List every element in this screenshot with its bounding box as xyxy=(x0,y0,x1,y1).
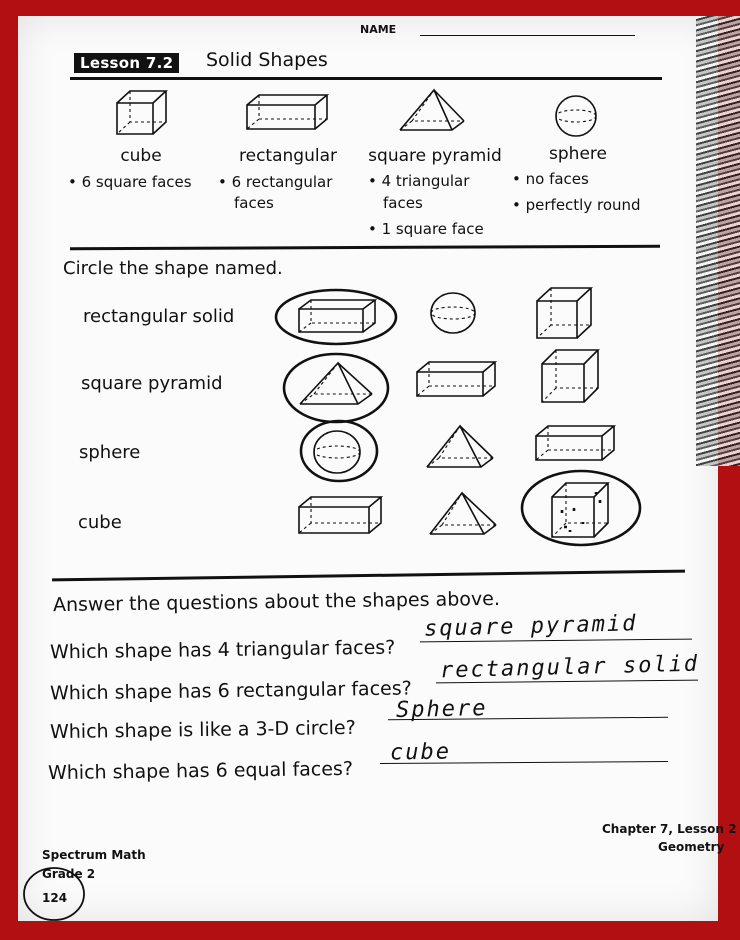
shape-name-cube: cube xyxy=(120,146,162,166)
rectangular-fact-cont: faces xyxy=(234,194,274,212)
row-label-cube: cube xyxy=(78,512,122,533)
pyramid-fact-1-cont: faces xyxy=(383,194,423,212)
topic-label: Geometry xyxy=(658,840,725,854)
shape-name-square-pyramid: square pyramid xyxy=(368,146,502,166)
sphere-fact-2: • perfectly round xyxy=(512,196,641,214)
rectangular-prism-option[interactable] xyxy=(534,424,616,462)
grade-label: Grade 2 xyxy=(42,867,96,881)
pyramid-fact-1: • 4 triangular xyxy=(368,172,470,190)
page-title: Solid Shapes xyxy=(206,49,328,71)
book-title: Spectrum Math xyxy=(42,848,146,862)
pyramid-icon xyxy=(398,88,468,133)
hand-drawn-circle xyxy=(280,350,392,428)
sphere-icon xyxy=(554,94,598,138)
cube-option[interactable] xyxy=(540,347,602,405)
circle-instruction: Circle the shape named. xyxy=(63,258,283,279)
pyramid-option[interactable] xyxy=(428,490,500,538)
hand-drawn-circle xyxy=(272,287,402,349)
pyramid-option[interactable] xyxy=(425,423,497,471)
shape-name-rectangular: rectangular xyxy=(239,146,337,166)
question-3-prompt: Which shape is like a 3-D circle? xyxy=(49,716,356,744)
cube-option[interactable] xyxy=(535,285,595,341)
background-texture xyxy=(696,16,740,466)
rectangular-prism-icon xyxy=(245,93,330,131)
answer-3[interactable]: Sphere xyxy=(395,696,488,723)
rectangular-prism-option[interactable] xyxy=(415,360,497,398)
header-rule xyxy=(70,77,662,80)
sphere-option[interactable] xyxy=(428,290,478,336)
question-1-prompt: Which shape has 4 triangular faces? xyxy=(49,636,396,664)
hand-drawn-circle xyxy=(518,468,646,550)
row-label-sphere: sphere xyxy=(79,442,141,463)
question-4-prompt: Which shape has 6 equal faces? xyxy=(47,757,354,785)
question-2-prompt: Which shape has 6 rectangular faces? xyxy=(49,677,412,705)
pyramid-fact-2: • 1 square face xyxy=(368,220,484,238)
hand-drawn-circle xyxy=(20,862,90,922)
lesson-badge: Lesson 7.2 xyxy=(74,53,179,73)
cube-fact: • 6 square faces xyxy=(68,173,192,191)
page-number: 124 xyxy=(42,891,68,905)
chapter-label: Chapter 7, Lesson 2 xyxy=(602,822,737,836)
answer-4[interactable]: cube xyxy=(389,739,452,766)
answer-1[interactable]: square pyramid xyxy=(423,611,638,642)
sphere-fact-1: • no faces xyxy=(512,170,589,188)
name-label: NAME xyxy=(360,23,397,36)
answer-2[interactable]: rectangular solid xyxy=(439,651,700,684)
questions-instruction: Answer the questions about the shapes above. xyxy=(52,587,501,617)
hand-drawn-circle xyxy=(298,418,382,484)
row-label-square-pyramid: square pyramid xyxy=(81,373,223,394)
name-line xyxy=(420,35,635,36)
rectangular-fact: • 6 rectangular xyxy=(218,173,333,191)
row-label-rectangular-solid: rectangular solid xyxy=(83,306,235,327)
cube-icon xyxy=(115,88,170,136)
shape-name-sphere: sphere xyxy=(549,144,607,164)
rectangular-prism-option[interactable] xyxy=(297,495,383,535)
